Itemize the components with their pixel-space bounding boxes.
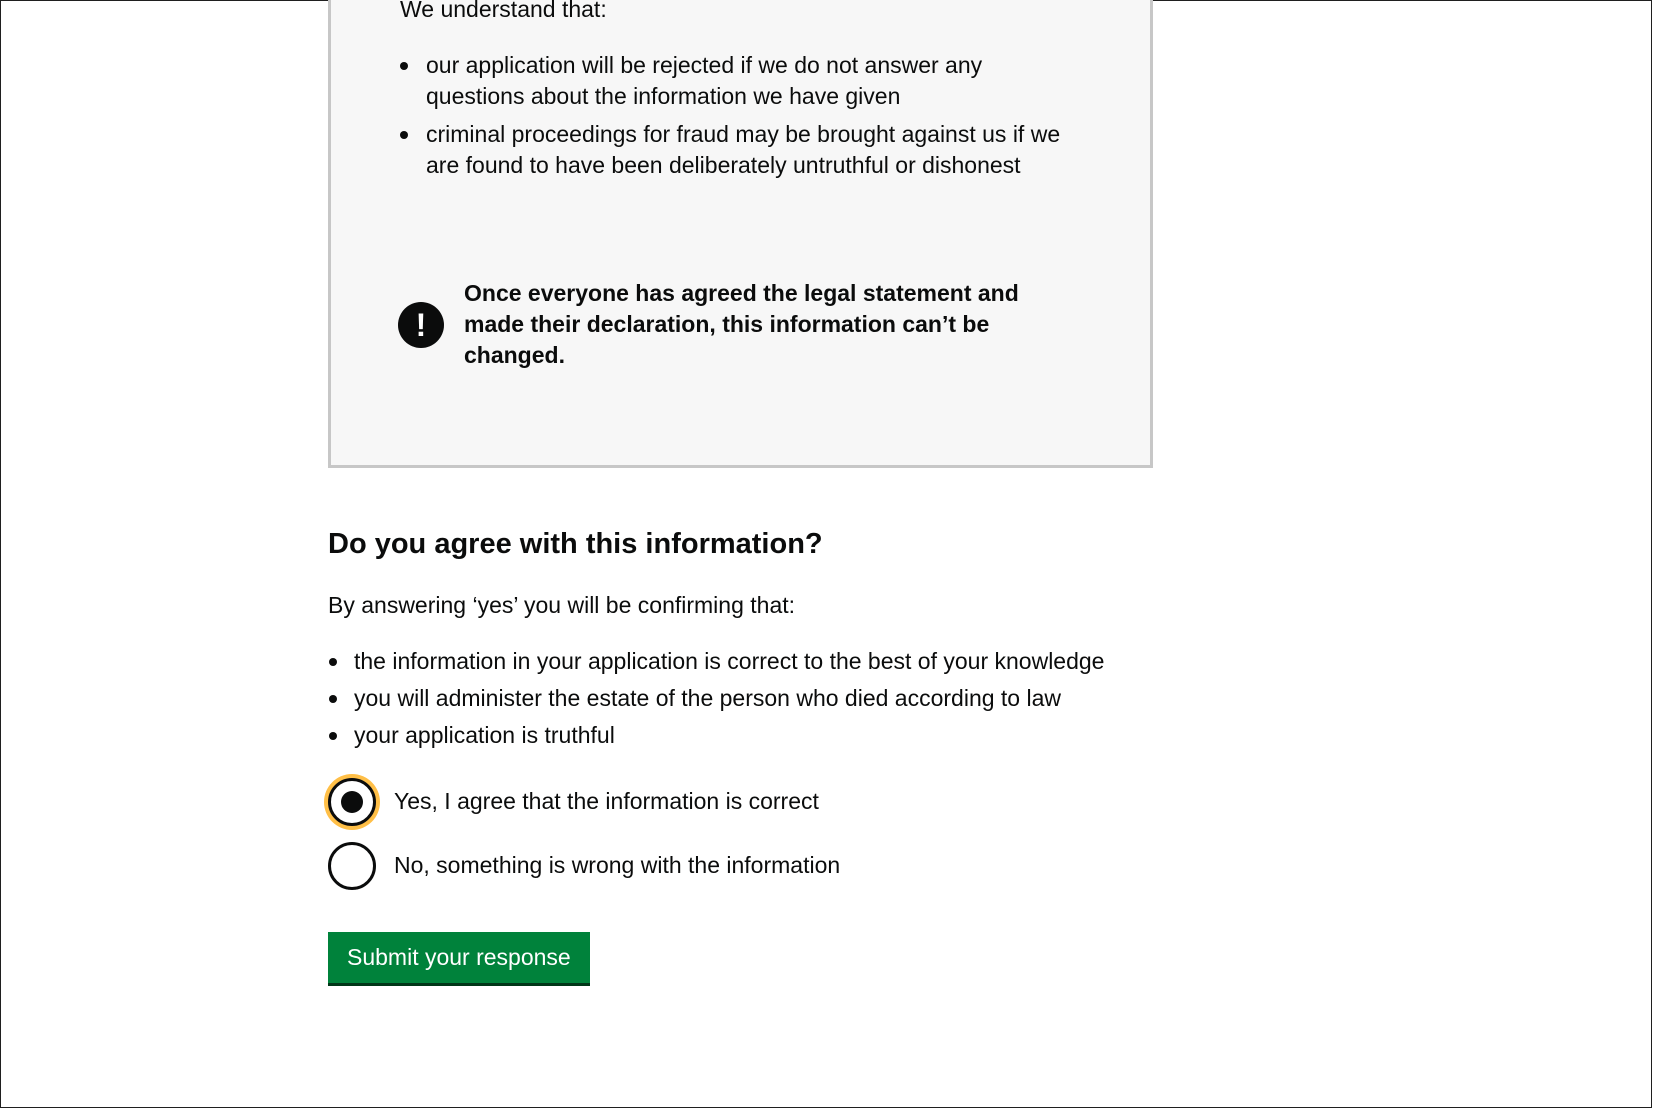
radio-selected-dot (341, 791, 363, 813)
list-item: our application will be rejected if we do not answer any questions about the information we have given (398, 50, 1078, 112)
radio-label-no[interactable]: No, something is wrong with the information (394, 852, 841, 878)
radio-button-no[interactable] (328, 842, 376, 890)
list-item: criminal proceedings for fraud may be brought against us if we are found to have been deliberately untruthful or dishonest (398, 119, 1078, 181)
radio-option-yes[interactable] (328, 778, 1158, 830)
list-item: the information in your application is correct to the best of your knowledge (328, 646, 1158, 677)
warning-message: Once everyone has agreed the legal statement and made their declaration, this information can’t be changed. (464, 280, 1019, 368)
confirmation-intro: By answering ‘yes’ you will be confirming that: (328, 592, 796, 618)
question-heading: Do you agree with this information? (328, 528, 823, 560)
legal-statement-list (398, 50, 1078, 188)
radio-label-yes[interactable]: Yes, I agree that the information is correct (394, 788, 819, 814)
main-content (328, 0, 1153, 970)
exclamation-icon: ! (398, 302, 444, 348)
list-item: your application is truthful (328, 720, 1158, 751)
understand-text: We understand that: (400, 0, 607, 22)
radio-option-no[interactable] (328, 842, 1158, 894)
list-item: you will administer the estate of the person who died according to law (328, 683, 1158, 714)
confirmation-list (328, 646, 1158, 757)
radio-button-yes[interactable] (328, 778, 376, 826)
submit-button[interactable]: Submit your response (328, 932, 590, 983)
legal-statement-panel (328, 0, 1153, 468)
